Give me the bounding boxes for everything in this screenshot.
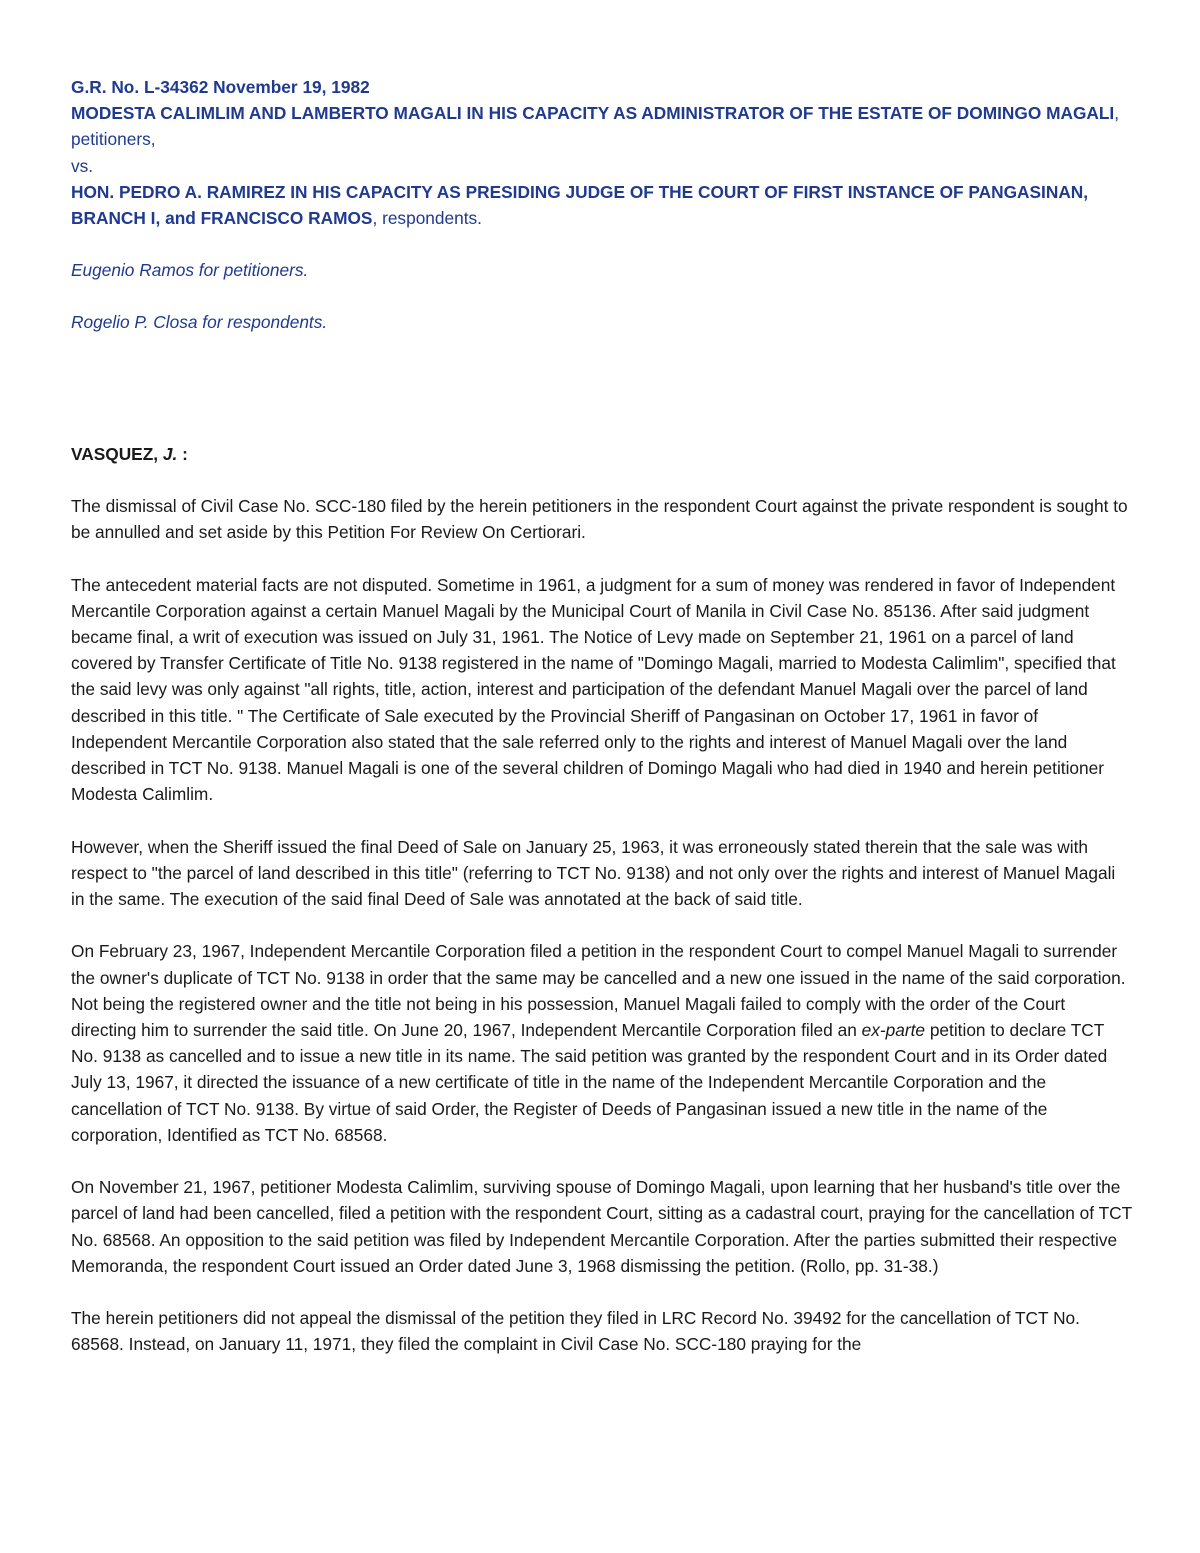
body-paragraph-6: The herein petitioners did not appeal the dismissal of the petition they filed in LRC Record No. 39492 for the cancellation of TCT No. 68568. Instead, on January 11, 1971, they filed the complaint in Civil Case No. SCC-180 praying for the — [71, 1308, 1080, 1355]
petitioners-names: MODESTA CALIMLIM AND LAMBERTO MAGALI IN HIS CAPACITY AS ADMINISTRATOR OF THE ESTATE OF DOMINGO MAGALI — [71, 103, 1115, 124]
counsel-respondents: Rogelio P. Closa for respondents. — [71, 312, 328, 333]
respondents-label: , respondents. — [372, 208, 482, 229]
body-paragraph-2: The antecedent material facts are not disputed. Sometime in 1961, a judgment for a sum of money was rendered in favor of Independent Mercantile Corporation against a certain Manuel Magali by the Municipal Court of Manila in Civil Case No. 85136. After said judgment became final, a writ of execution was issued on July 31, 1961. The Notice of Levy made on September 21, 1961 on a parcel of land covered by Transfer Certificate of Title No. 9138 registered in the name of "Domingo Magali, married to Modesta Calimlim", specified that the said levy was only against "all rights, title, action, interest and participation of the defendant Manuel Magali over the parcel of land described in this title. " The Certificate of Sale executed by the Provincial Sheriff of Pangasinan on October 17, 1961 in favor of Independent Mercantile Corporation also stated that the sale referred only to the rights and interest of Manuel Magali over the land described in TCT No. 9138. Manuel Magali is one of the several children of Domingo Magali who had died in 1940 and herein petitioner Modesta Calimlim. — [71, 574, 1116, 805]
versus-label: vs. — [71, 155, 94, 176]
ponente — [71, 441, 1133, 467]
petitioners-label: , petitioners, — [71, 103, 1120, 150]
ex-parte-italic: ex-parte — [861, 1020, 926, 1041]
body-paragraph-4: On February 23, 1967, Independent Mercantile Corporation filed a petition in the respondent Court to compel Manuel Magali to surrender the owner's duplicate of TCT No. 9138 in order that the same may be cancelled and a new one issued in the name of the said corporation. Not being the registered owner and the title not being in his possession, Manuel Magali failed to comply with the order of the Court directing him to surrender the said title. On June 20, 1967, Independent Mercantile Corporation filed an ex-parte petition to declare TCT No. 9138 as cancelled and to issue a new title in its name. The said petition was granted by the respondent Court and in its Order dated July 13, 1967, it directed the issuance of a new certificate of title in the name of the Independent Mercantile Corporation and the cancellation of TCT No. 9138. By virtue of said Order, the Register of Deeds of Pangasinan issued a new title in the name of the corporation, Identified as TCT No. 68568. — [71, 941, 1126, 1145]
document-page — [71, 74, 1133, 1358]
counsel-petitioners: Eugenio Ramos for petitioners. — [71, 260, 309, 281]
body-paragraph-3: However, when the Sheriff issued the final Deed of Sale on January 25, 1963, it was erroneously stated therein that the sale was with respect to "the parcel of land described in this title" (referring to TCT No. 9138) and not only over the rights and interest of Manuel Magali in the same. The execution of the said final Deed of Sale was annotated at the back of said title. — [71, 836, 1116, 910]
ponente-name: VASQUEZ, — [71, 443, 163, 464]
body-paragraph-1: The dismissal of Civil Case No. SCC-180 filed by the herein petitioners in the respondent Court against the private respondent is sought to be annulled and set aside by this Petition For Review On Certiorari. — [71, 496, 1128, 543]
case-caption — [71, 74, 1133, 231]
respondents-names: HON. PEDRO A. RAMIREZ IN HIS CAPACITY AS PRESIDING JUDGE OF THE COURT OF FIRST INSTANCE OF PANGASINAN, BRANCH I, and FRANCISCO RAMOS — [71, 181, 1089, 229]
ponente-title: J. — [162, 443, 178, 464]
body-paragraph-5: On November 21, 1967, petitioner Modesta Calimlim, surviving spouse of Domingo Magali, upon learning that her husband's title over the parcel of land had been cancelled, filed a petition with the respondent Court, sitting as a cadastral court, praying for the cancellation of TCT No. 68568. An opposition to the said petition was filed by Independent Mercantile Corporation. After the parties submitted their respective Memoranda, the respondent Court issued an Order dated June 3, 1968 dismissing the petition. (Rollo, pp. 31-38.) — [71, 1177, 1132, 1276]
ponente-colon: : — [177, 443, 188, 464]
case-number-date: G.R. No. L-34362 November 19, 1982 — [71, 77, 370, 97]
